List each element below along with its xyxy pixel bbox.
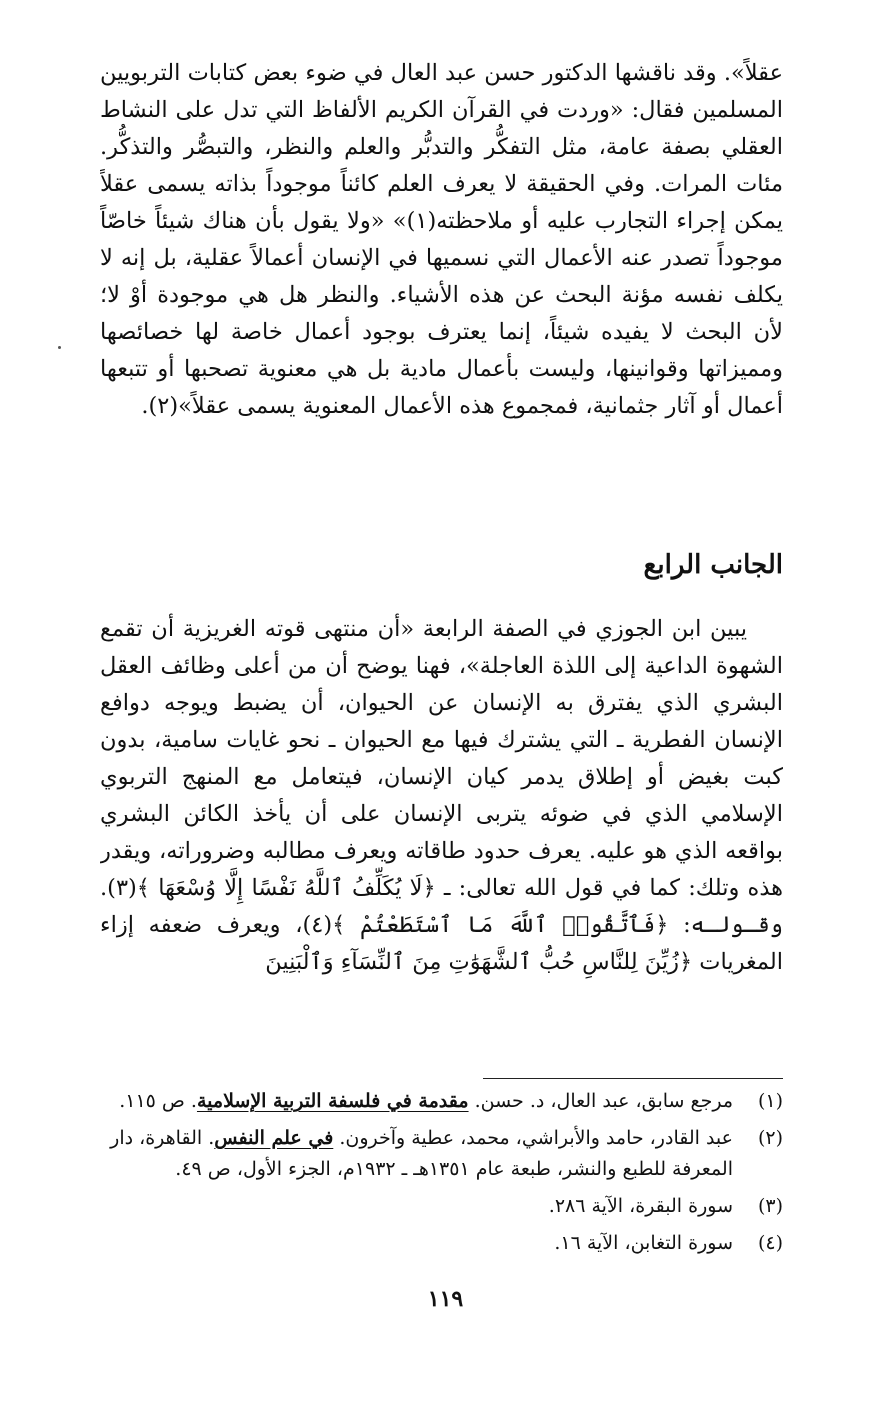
footnote-text xyxy=(100,1228,733,1259)
footnote-number: (١) xyxy=(757,1090,783,1112)
footnote-text xyxy=(100,1086,733,1117)
footnote-book-title: مقدمة في فلسفة التربية الإسلامية xyxy=(196,1090,469,1112)
margin-mark xyxy=(58,346,61,349)
footnote-citation: عبد القادر، حامد والأبراشي، محمد، عطية وآخرون. xyxy=(333,1127,733,1149)
section-heading: الجانب الرابع xyxy=(643,550,783,580)
body-paragraph: يبين ابن الجوزي في الصفة الرابعة «أن منتهى قوته الغريزية أن تقمع الشهوة الداعية إلى اللذة العاجلة»، فهنا يوضح أن من أعلى وظائف العقل البشري الذي يفترق به الإنسان عن الحيوان، أن يضبط ويوجه دوافع الإنسان الفطرية ـ التي يشترك فيها مع الحيوان ـ نحو غايات سامية، بدون كبت بغيض أو إطلاق يدمر كيان الإنسان، فيتعامل مع المنهج التربوي الإسلامي الذي في ضوئه يتربى الإنسان على أن يأخذ الكائن البشري بواقعه الذي هو عليه. يعرف حدود طاقاته ويعرف مطالبه وضروراته، ويقدر هذه وتلك: كما في قول الله تعالى: ـ ﴿لَا يُكَلِّفُ ٱللَّهُ نَفْسًا إِلَّا وُسْعَهَا ﴾(٣). وقـولـه: ﴿فَٱتَّقُوا۟ ٱللَّهَ مَا ٱسْتَطَعْتُمْ ﴾(٤)، ويعرف ضعفه إزاء المغريات ﴿زُيِّنَ لِلنَّاسِ حُبُّ ٱلشَّهَوَٰتِ مِنَ ٱلنِّسَآءِ وَٱلْبَنِينَ xyxy=(100,616,783,975)
footnote-citation: سورة التغابن، الآية ١٦. xyxy=(554,1232,733,1254)
footnote-number: (٣) xyxy=(757,1195,783,1217)
footnote-item xyxy=(100,1086,783,1117)
footnote-separator xyxy=(483,1078,783,1079)
footnote-text xyxy=(100,1123,733,1185)
footnote-citation-end: . ص ١١٥. xyxy=(119,1090,197,1112)
page-body xyxy=(100,55,783,1021)
footnote-item xyxy=(100,1123,783,1185)
footnote-number: (٤) xyxy=(757,1232,783,1254)
footnote-citation-end: . القاهرة، دار المعرفة للطبع والنشر، طبعة عام ١٣٥١هـ ـ ١٩٣٢م، الجزء الأول، ص ٤٩. xyxy=(110,1127,733,1180)
footnote-item xyxy=(100,1228,783,1259)
body-paragraph: عقلاً». وقد ناقشها الدكتور حسن عبد العال في ضوء بعض كتابات التربويين المسلمين فقال: «وردت في القرآن الكريم الألفاظ التي تدل على النشاط العقلي بصفة عامة، مثل التفكُّر والتدبُّر والعلم والنظر، والتبصُّر والتذكُّر. مئات المرات. وفي الحقيقة لا يعرف العلم كائناً موجوداً بذاته يسمى عقلاً يمكن إجراء التجارب عليه أو ملاحظته(١)» «ولا يقول بأن هناك شيئاً خاصّاً موجوداً تصدر عنه الأعمال التي نسميها في الإنسان أعمالاً عقلية، بل إنه لا يكلف نفسه مؤنة البحث عن هذه الأشياء. والنظر هل هي موجودة أوْ لا؛ لأن البحث لا يفيده شيئاً، إنما يعترف بوجود أعمال خاصة لها خصائصها ومميزاتها وقوانينها، وليست بأعمال مادية بل هي معنوية تصحبها أو تتبعها أعمال أو آثار جثمانية، فمجموع هذه الأعمال المعنوية يسمى عقلاً»(٢). xyxy=(100,60,783,419)
page-number: ١١٩ xyxy=(427,1286,464,1312)
footnote-number: (٢) xyxy=(757,1127,783,1149)
footnote-citation: مرجع سابق، عبد العال، د. حسن. xyxy=(468,1090,733,1112)
footnote-citation: سورة البقرة، الآية ٢٨٦. xyxy=(548,1195,733,1217)
footnotes-list xyxy=(100,1086,783,1265)
footnote-text xyxy=(100,1191,733,1222)
footnote-item xyxy=(100,1191,783,1222)
footnote-book-title: في علم النفس xyxy=(214,1127,334,1149)
